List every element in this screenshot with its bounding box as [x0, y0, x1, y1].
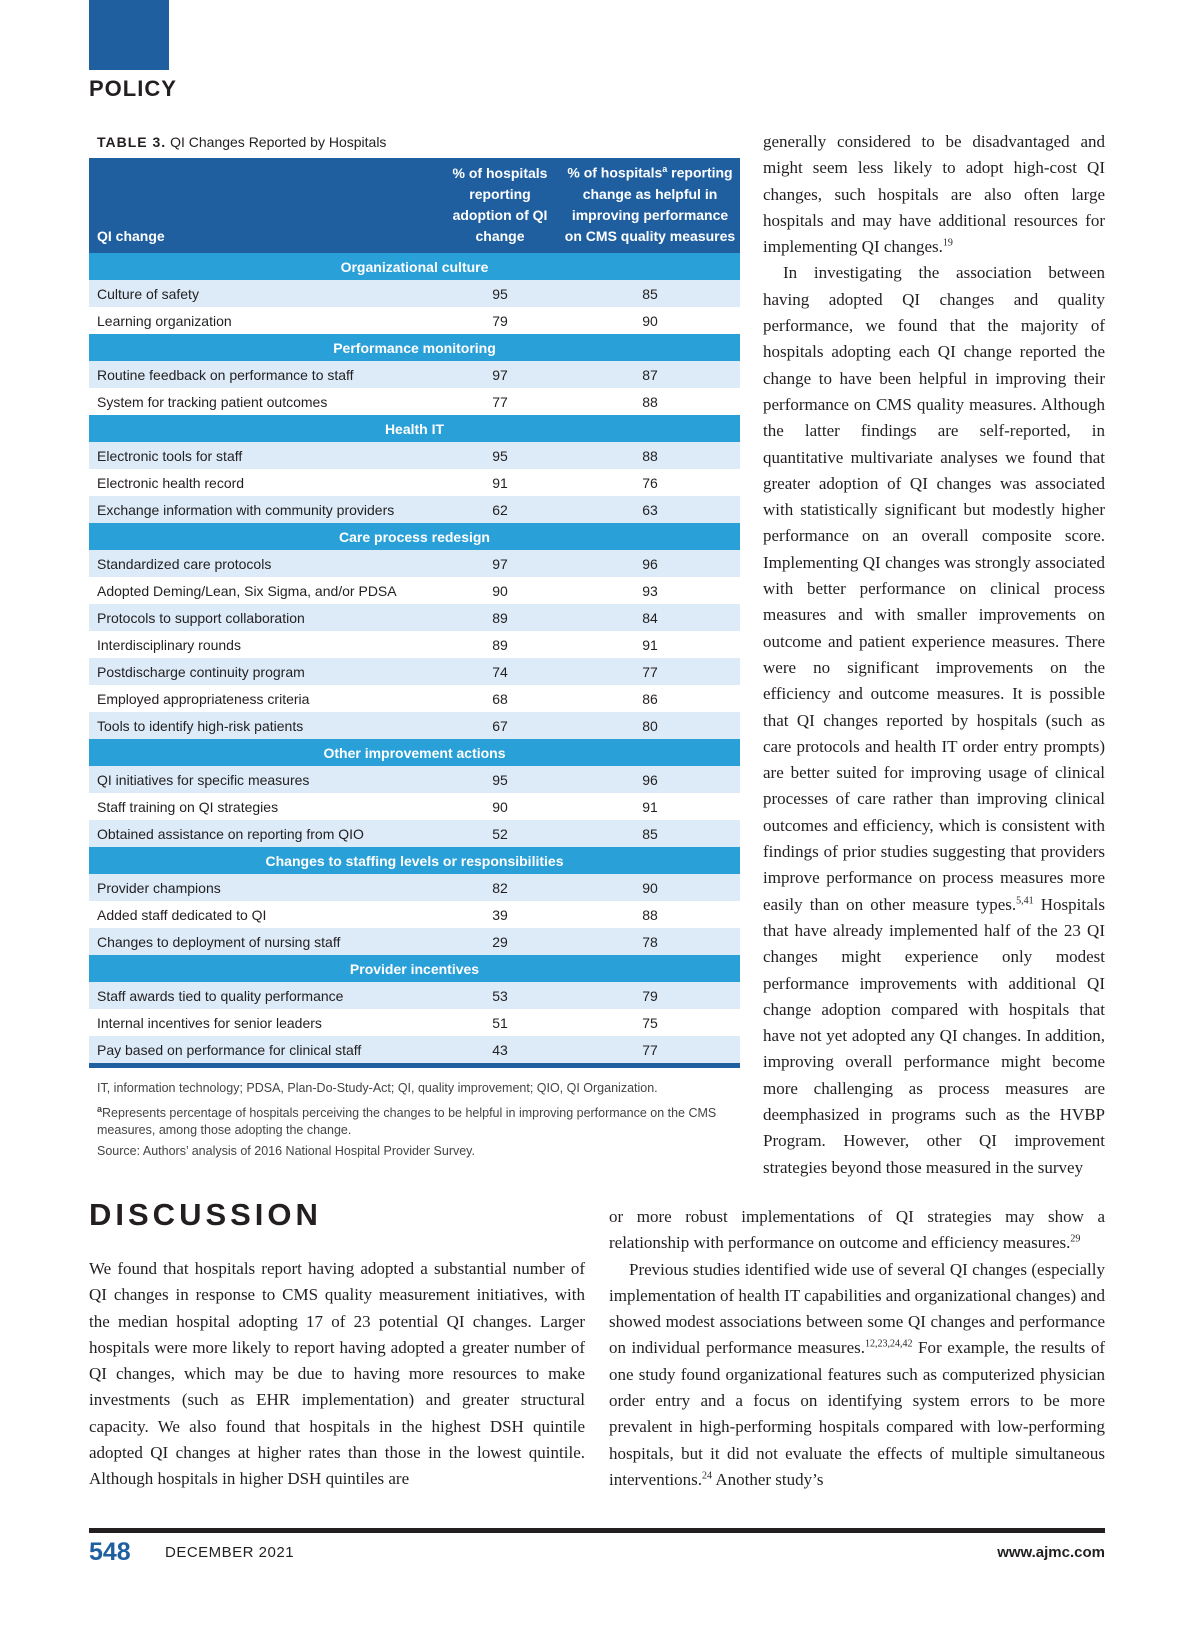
- category-row: [89, 253, 740, 280]
- table-row: [89, 820, 740, 847]
- table-row: [89, 982, 740, 1009]
- table-row: [89, 793, 740, 820]
- qi-change-name: Changes to deployment of nursing staff: [89, 928, 440, 955]
- table-row: [89, 631, 740, 658]
- helpful-percent: 88: [560, 442, 740, 469]
- issue-date: DECEMBER 2021: [165, 1544, 295, 1561]
- adoption-percent: 39: [492, 906, 508, 923]
- paragraph: We found that hospitals report having adopted a substantial number of QI changes in response to CMS quality measurement initiatives, with the median hospital adopting 17 of 23 potential QI changes. Larger hospitals were more likely to report having adopted a greater number of QI changes, which may be due to having more resources to make investments (such as EHR implementation) and greater structural capacity. We also found that hospitals in the highest DSH quintile adopted QI changes at higher rates than those in the lowest quintile. Although hospitals in higher DSH quintiles are: [89, 1259, 585, 1489]
- adoption-percent: 62: [440, 496, 560, 523]
- qi-change-name: Protocols to support collaboration: [89, 604, 440, 631]
- table-row: [89, 496, 740, 523]
- website-link[interactable]: www.ajmc.com: [997, 1544, 1105, 1561]
- table-row: [89, 901, 740, 928]
- category-label: Changes to staffing levels or responsibilities: [89, 847, 740, 874]
- adoption-percent: 79: [492, 312, 508, 329]
- table-row: [89, 550, 740, 577]
- table-row: [89, 388, 740, 415]
- adoption-percent: 97: [440, 550, 560, 577]
- qi-change-name: QI initiatives for specific measures: [89, 766, 440, 793]
- adoption-percent: 97: [440, 361, 560, 388]
- paragraph: Previous studies identified wide use of several QI changes (especially implementation of health IT capabilities and organizational changes) and showed modest associations between some QI changes and performance on individual performance measures.$^{12,23,24,42}$ For example, the results of one study found organizational features such as computerized physician order entry and a focus on identifying system errors to be more prevalent in high-performing hospitals compared with low-performing hospitals, but it did not evaluate the effects of multiple simultaneous interventions.$^{24}$ Another study’s: [609, 1259, 1106, 1489]
- table-caption: [97, 132, 740, 152]
- footer-rule: [89, 1528, 1105, 1533]
- adoption-percent: 90: [492, 582, 508, 599]
- discussion-heading: DISCUSSION: [89, 1197, 322, 1232]
- helpful-percent: 87: [560, 361, 740, 388]
- table-row: [89, 361, 740, 388]
- table-row: [89, 280, 740, 307]
- qi-change-name: Provider champions: [89, 874, 440, 901]
- qi-change-name: Standardized care protocols: [89, 550, 440, 577]
- helpful-percent: 93: [642, 582, 658, 599]
- paragraph-continuation: or more robust implementations of QI strategies may show a relationship with performance on outcome and efficiency measures.$^{29}$: [609, 1207, 1105, 1253]
- table-footnotes: [89, 1080, 740, 1160]
- adoption-percent: 89: [492, 636, 508, 653]
- category-label: Provider incentives: [89, 955, 740, 982]
- qi-change-name: Employed appropriateness criteria: [97, 690, 310, 707]
- helpful-percent: 96: [560, 550, 740, 577]
- qi-change-name: Electronic tools for staff: [89, 442, 440, 469]
- section-label: POLICY: [89, 76, 177, 101]
- helpful-percent: 80: [560, 712, 740, 739]
- helpful-percent: 78: [560, 928, 740, 955]
- helpful-percent: 84: [560, 604, 740, 631]
- adoption-percent: 95: [440, 280, 560, 307]
- table-row: [89, 469, 740, 496]
- header-helpful: % of hospitals$^a$ reporting change as helpful in improving performance on CMS quality measures: [560, 158, 740, 253]
- table-row: [89, 1009, 740, 1036]
- category-row: [89, 847, 740, 874]
- adoption-percent: 89: [440, 604, 560, 631]
- adoption-percent: 95: [440, 442, 560, 469]
- paragraph: In investigating the association between having adopted QI changes and quality performance, we found that the majority of hospitals adopting each QI change reported the change to have been helpful in improving their performance on CMS quality measures. Although the latter findings are self-reported, in quantitative multivariate analyses we found that greater adoption of QI changes was associated with statistically significant but modestly higher performance on an overall composite score. Implementing QI changes was strongly associated with better performance on clinical process measures and with smaller improvements on outcome and patient experience measures. There were no significant improvements on the efficiency and outcome measures. It is possible that QI changes reported by hospitals (such as care protocols and health IT order entry prompts) are better suited for improving usage of clinical processes of care rather than improving clinical outcomes and efficiency, which is consistent with findings of prior studies suggesting that providers improve performance on process measures more easily than on other measure types.$^{5,41}$ Hospitals that have already implemented half of the 23 QI changes might experience only modest performance improvements with additional QI change adoption compared with hospitals that have not yet adopted any QI changes. In addition, improving overall performance might become more challenging as process measures are deemphasized in programs such as the HVBP Program. However, other QI improvement strategies beyond those measured in the survey: [763, 263, 1105, 1177]
- table-row: [89, 685, 740, 712]
- category-label: Organizational culture: [89, 253, 740, 280]
- category-row: [89, 523, 740, 550]
- table-row: [89, 1036, 740, 1066]
- category-label: Other improvement actions: [89, 739, 740, 766]
- right-column-text: [763, 129, 1105, 1181]
- helpful-percent: 86: [642, 690, 658, 707]
- footnote-abbreviations: IT, information technology; PDSA, Plan-Do-Study-Act; QI, quality improvement; QIO, QI Organization.: [97, 1081, 658, 1095]
- qi-change-name: Internal incentives for senior leaders: [97, 1014, 322, 1031]
- table-body: [89, 253, 740, 1066]
- adoption-percent: 82: [440, 874, 560, 901]
- table-row: [89, 604, 740, 631]
- helpful-percent: 96: [560, 766, 740, 793]
- qi-change-name: Pay based on performance for clinical staff: [89, 1036, 440, 1066]
- table-row: [89, 874, 740, 901]
- category-label: Performance monitoring: [89, 334, 740, 361]
- discussion-text: [89, 1256, 585, 1493]
- helpful-percent: 88: [642, 393, 658, 410]
- category-row: [89, 955, 740, 982]
- category-row: [89, 739, 740, 766]
- adoption-percent: 95: [440, 766, 560, 793]
- adoption-percent: 68: [492, 690, 508, 707]
- helpful-percent: 88: [642, 906, 658, 923]
- qi-change-name: Added staff dedicated to QI: [97, 906, 267, 923]
- qi-change-name: Routine feedback on performance to staff: [89, 361, 440, 388]
- footnote-source: Source: Authors’ analysis of 2016 National Hospital Provider Survey.: [97, 1144, 475, 1159]
- helpful-percent: 76: [642, 474, 658, 491]
- helpful-percent: 63: [560, 496, 740, 523]
- category-label: Health IT: [89, 415, 740, 442]
- paragraph: generally considered to be disadvantaged and might seem less likely to adopt high-cost QI changes, such hospitals are also often large hospitals and may have additional resources for implementing QI changes.$^{19}$: [763, 132, 1105, 257]
- table-row: [89, 766, 740, 793]
- adoption-percent: 43: [440, 1036, 560, 1066]
- qi-change-name: System for tracking patient outcomes: [97, 393, 328, 410]
- category-row: [89, 415, 740, 442]
- table-row: [89, 577, 740, 604]
- table-row: [89, 928, 740, 955]
- qi-change-name: Interdisciplinary rounds: [97, 636, 241, 653]
- adoption-percent: 90: [492, 798, 508, 815]
- table-title: QI Changes Reported by Hospitals: [170, 134, 387, 150]
- adoption-percent: 51: [492, 1014, 508, 1031]
- footnote-a: $^a$Represents percentage of hospitals perceiving the changes to be helpful in improving performance on the CMS measures, among those adopting the change.: [97, 1104, 717, 1138]
- adoption-percent: 74: [440, 658, 560, 685]
- adoption-percent: 29: [440, 928, 560, 955]
- adoption-percent: 77: [492, 393, 508, 410]
- qi-change-name: Adopted Deming/Lean, Six Sigma, and/or PDSA: [97, 582, 397, 599]
- section-color-tab: [89, 0, 169, 70]
- qi-change-name: Staff awards tied to quality performance: [89, 982, 440, 1009]
- qi-changes-table: [89, 158, 740, 1068]
- helpful-percent: 79: [560, 982, 740, 1009]
- helpful-percent: 85: [560, 280, 740, 307]
- helpful-percent: 90: [642, 312, 658, 329]
- qi-change-name: Postdischarge continuity program: [89, 658, 440, 685]
- table-row: [89, 658, 740, 685]
- qi-change-name: Electronic health record: [97, 474, 245, 491]
- table-row: [89, 307, 740, 334]
- header-qi-change: QI change: [89, 158, 440, 253]
- table-row: [89, 442, 740, 469]
- table-3: [89, 132, 740, 1164]
- helpful-percent: 91: [642, 798, 658, 815]
- qi-change-name: Exchange information with community providers: [89, 496, 440, 523]
- qi-change-name: Culture of safety: [89, 280, 440, 307]
- page-number: 548: [89, 1538, 131, 1566]
- adoption-percent: 67: [440, 712, 560, 739]
- helpful-percent: 75: [642, 1014, 658, 1031]
- helpful-percent: 85: [560, 820, 740, 847]
- helpful-percent: 90: [560, 874, 740, 901]
- category-row: [89, 334, 740, 361]
- adoption-percent: 53: [440, 982, 560, 1009]
- helpful-percent: 91: [642, 636, 658, 653]
- qi-change-name: Tools to identify high-risk patients: [89, 712, 440, 739]
- adoption-percent: 52: [440, 820, 560, 847]
- qi-change-name: Learning organization: [97, 312, 232, 329]
- adoption-percent: 91: [492, 474, 508, 491]
- helpful-percent: 77: [560, 658, 740, 685]
- helpful-percent: 77: [560, 1036, 740, 1066]
- table-header-row: [89, 158, 740, 253]
- header-adoption: % of hospitals reporting adoption of QI change: [440, 158, 560, 253]
- category-label: Care process redesign: [89, 523, 740, 550]
- table-row: [89, 712, 740, 739]
- lower-right-text: [609, 1204, 1105, 1493]
- qi-change-name: Obtained assistance on reporting from QIO: [89, 820, 440, 847]
- qi-change-name: Staff training on QI strategies: [97, 798, 279, 815]
- table-label: TABLE 3.: [97, 134, 167, 150]
